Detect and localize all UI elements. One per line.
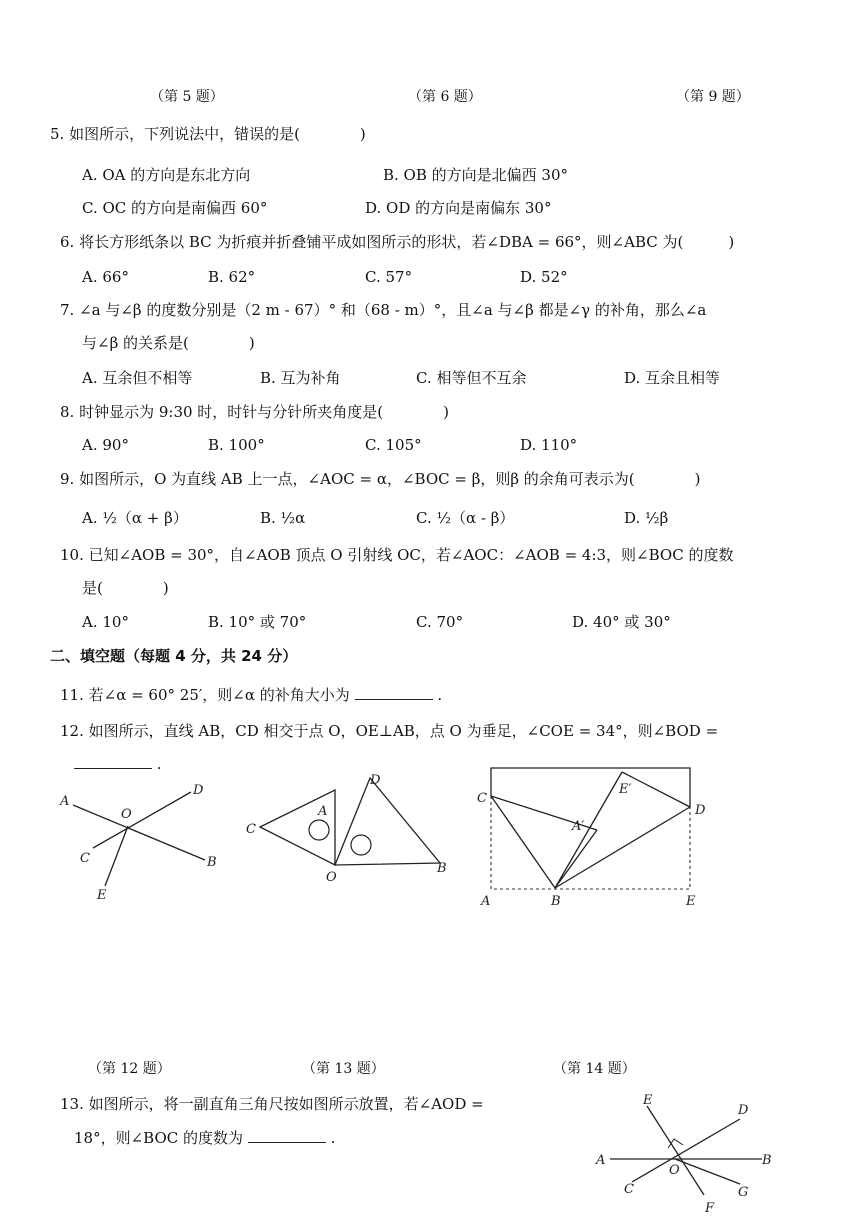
ray-og — [675, 1159, 740, 1184]
q5-option-b: B. OB 的方向是北偏西 30° — [383, 166, 569, 184]
crease-cb — [491, 796, 555, 888]
caption-fig12: （第 12 题） — [88, 1061, 171, 1077]
caption-fig14: （第 14 题） — [553, 1061, 636, 1077]
q12-end: . — [156, 755, 162, 773]
label-e: E — [643, 1093, 653, 1108]
caption-fig5: （第 5 题） — [150, 89, 224, 105]
q9-option-c: C. ½（α - β） — [416, 509, 515, 527]
label-d: D — [738, 1103, 749, 1118]
figure-q13 — [592, 1092, 782, 1214]
hole-left — [309, 820, 329, 840]
label-d: D — [695, 803, 706, 818]
section-title: 二、填空题（每题 4 分，共 24 分） — [50, 647, 298, 665]
q8-stem: 8. 时钟显示为 9:30 时，时针与分针所夹角度是( ) — [60, 403, 450, 421]
label-g: G — [738, 1185, 749, 1200]
edge-be1 — [555, 772, 622, 888]
paper-top-edge — [491, 768, 690, 807]
q13-stem-line2: 18°，则∠BOC 的度数为 — [74, 1129, 243, 1147]
q9-option-d: D. ½β — [624, 509, 669, 527]
label-e: E — [686, 894, 696, 909]
q13-stem-line1: 13. 如图所示，将一副直角三角尺按如图所示放置，若∠AOD = — [60, 1095, 484, 1113]
q11-end: . — [437, 686, 443, 704]
q10-stem-line2: 是( ) — [82, 579, 169, 597]
q11-answer-blank[interactable] — [355, 685, 433, 700]
label-e: E — [97, 888, 107, 903]
q11-stem: 11. 若∠α = 60° 25′，则∠α 的补角大小为 — [60, 686, 350, 704]
q6-stem: 6. 将长方形纸条以 BC 为折痕并折叠铺平成如图所示的形状，若∠DBA = 66°，则∠ABC 为( ) — [60, 233, 735, 251]
caption-fig6: （第 6 题） — [408, 89, 482, 105]
q10-option-b: B. 10° 或 70° — [208, 613, 307, 631]
line-ef — [647, 1106, 704, 1195]
q6-option-c: C. 57° — [365, 268, 413, 286]
q5-option-c: C. OC 的方向是南偏西 60° — [82, 199, 268, 217]
label-o: O — [121, 807, 132, 822]
q6-option-b: B. 62° — [208, 268, 256, 286]
q7-option-a: A. 互余但不相等 — [82, 369, 193, 387]
paper-original-dashed — [491, 796, 690, 889]
q6-option-a: A. 66° — [82, 268, 129, 286]
q7-option-d: D. 互余且相等 — [624, 369, 721, 387]
triangle-left — [260, 790, 335, 865]
line-cd — [632, 1119, 740, 1182]
label-b: B — [207, 855, 217, 870]
q12-stem: 12. 如图所示，直线 AB，CD 相交于点 O，OE⊥AB，点 O 为垂足，∠COE = 34°，则∠BOD = — [60, 722, 719, 740]
label-a: A — [318, 804, 328, 819]
label-a: A — [60, 794, 70, 809]
q10-stem-line1: 10. 已知∠AOB = 30°，自∠AOB 顶点 O 引射线 OC，若∠AOC：∠AOB = 4:3，则∠BOC 的度数 — [60, 546, 734, 564]
label-a-prime: A′ — [572, 819, 585, 834]
q13-end: . — [330, 1129, 336, 1147]
q8-option-d: D. 110° — [520, 436, 578, 454]
label-c: C — [80, 851, 90, 866]
q8-option-b: B. 100° — [208, 436, 265, 454]
q7-stem-line2: 与∠β 的关系是( ) — [82, 334, 255, 352]
label-c: C — [246, 822, 256, 837]
q13-answer-blank[interactable] — [248, 1128, 326, 1143]
label-o: O — [326, 870, 337, 885]
q10-option-c: C. 70° — [416, 613, 464, 631]
figure-13 — [240, 768, 455, 888]
label-d: D — [370, 773, 381, 788]
edge-a1b — [555, 830, 597, 888]
caption-fig13: （第 13 题） — [302, 1061, 385, 1077]
label-c: C — [624, 1182, 634, 1197]
q9-option-a: A. ½（α + β） — [82, 509, 188, 527]
label-o: O — [669, 1163, 680, 1178]
q9-option-b: B. ½α — [260, 509, 306, 527]
label-a: A — [596, 1153, 606, 1168]
label-b: B — [437, 861, 447, 876]
q13-line2 — [74, 1128, 335, 1148]
q5-option-d: D. OD 的方向是南偏东 30° — [365, 199, 552, 217]
q10-option-a: A. 10° — [82, 613, 129, 631]
figure-14 — [475, 762, 715, 910]
label-e-prime: E′ — [619, 782, 632, 797]
q9-stem: 9. 如图所示，O 为直线 AB 上一点，∠AOC = α，∠BOC = β，则β 的余角可表示为( ) — [60, 470, 701, 488]
q12-line2 — [74, 754, 162, 774]
label-f: F — [705, 1201, 715, 1216]
q8-option-a: A. 90° — [82, 436, 129, 454]
q7-option-c: C. 相等但不互余 — [416, 369, 527, 387]
label-a: A — [481, 894, 491, 909]
triangle-right — [335, 778, 440, 865]
q12-answer-blank[interactable] — [74, 754, 152, 769]
q5-stem: 5. 如图所示，下列说法中，错误的是( ) — [50, 125, 366, 143]
hole-right — [351, 835, 371, 855]
label-b: B — [762, 1153, 772, 1168]
q8-option-c: C. 105° — [365, 436, 422, 454]
line-ab — [73, 805, 205, 860]
q10-option-d: D. 40° 或 30° — [572, 613, 671, 631]
q5-option-a: A. OA 的方向是东北方向 — [82, 166, 251, 184]
edge-e1d — [622, 772, 690, 807]
label-d: D — [193, 783, 204, 798]
q11-line — [60, 685, 442, 705]
label-c: C — [477, 791, 487, 806]
q7-stem-line1: 7. ∠a 与∠β 的度数分别是（2 m - 67）° 和（68 - m）°，且∠a 与∠β 都是∠γ 的补角，那么∠a — [60, 301, 707, 319]
q6-option-d: D. 52° — [520, 268, 568, 286]
caption-fig9: （第 9 题） — [676, 89, 750, 105]
label-b: B — [551, 894, 561, 909]
q7-option-b: B. 互为补角 — [260, 369, 341, 387]
figure-12 — [55, 778, 225, 903]
